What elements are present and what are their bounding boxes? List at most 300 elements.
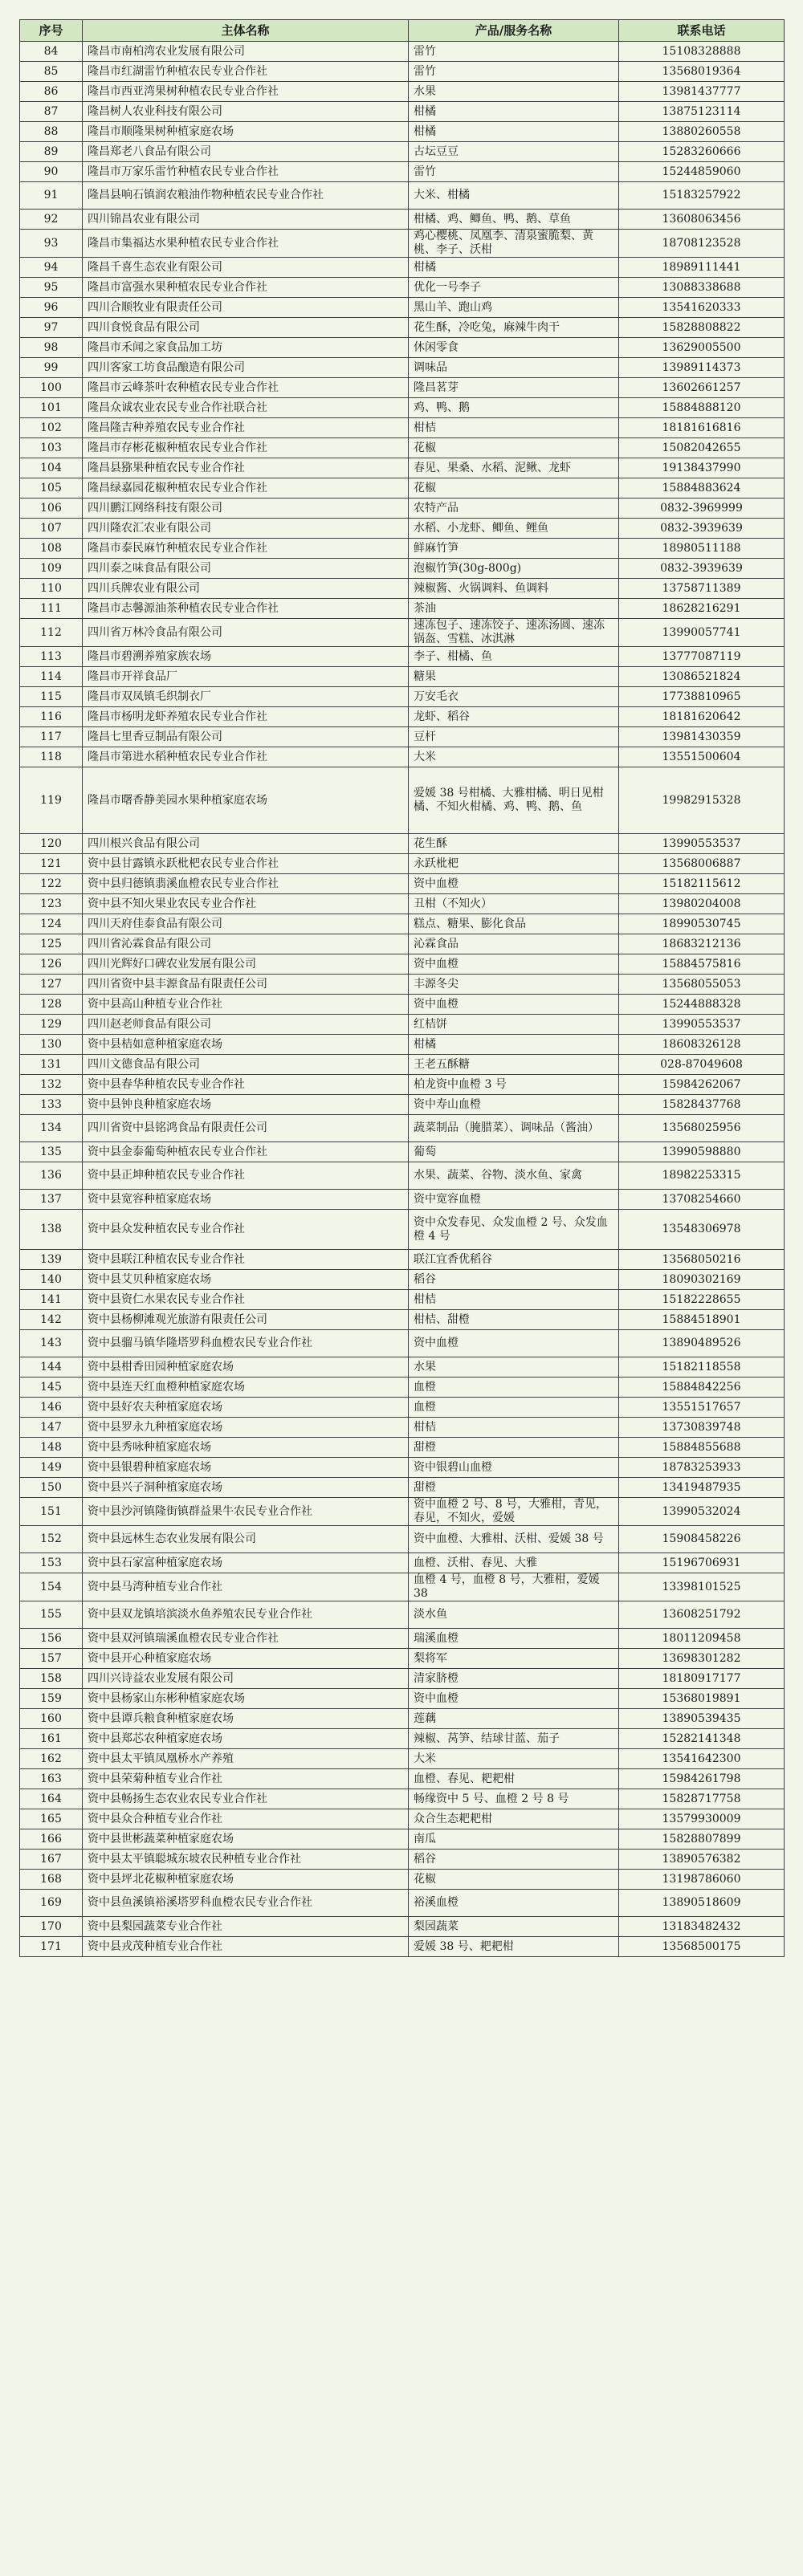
cell-entity-name: 资中县钟良种植家庭农场 bbox=[83, 1095, 409, 1115]
table-row bbox=[20, 102, 785, 122]
cell-phone: 13568019364 bbox=[619, 62, 785, 82]
cell-entity-name: 四川隆农汇农业有限公司 bbox=[83, 519, 409, 539]
cell-serial: 166 bbox=[20, 1829, 83, 1850]
cell-entity-name: 四川兴诗益农业发展有限公司 bbox=[83, 1669, 409, 1689]
cell-product: 资中血橙 bbox=[409, 954, 619, 975]
table-row bbox=[20, 1669, 785, 1689]
cell-phone: 15828808822 bbox=[619, 318, 785, 338]
cell-product: 畅缘资中 5 号、血橙 2 号 8 号 bbox=[409, 1789, 619, 1809]
cell-entity-name: 资中县杨家山东彬种植家庭农场 bbox=[83, 1689, 409, 1709]
table-row bbox=[20, 230, 785, 258]
cell-serial: 122 bbox=[20, 874, 83, 894]
cell-phone: 15244888328 bbox=[619, 995, 785, 1015]
cell-phone: 18990530745 bbox=[619, 914, 785, 934]
table-row bbox=[20, 62, 785, 82]
table-row bbox=[20, 1095, 785, 1115]
cell-entity-name: 隆昌市存彬花椒种植农民专业合作社 bbox=[83, 438, 409, 458]
table-row bbox=[20, 358, 785, 378]
cell-entity-name: 资中县鱼溪镇裕溪塔罗科血橙农民专业合作社 bbox=[83, 1890, 409, 1917]
cell-phone: 15182118558 bbox=[619, 1357, 785, 1378]
cell-serial: 167 bbox=[20, 1850, 83, 1870]
cell-product: 葡萄 bbox=[409, 1142, 619, 1162]
cell-serial: 114 bbox=[20, 667, 83, 687]
cell-serial: 98 bbox=[20, 338, 83, 358]
header-serial: 序号 bbox=[20, 20, 83, 42]
cell-product: 茶油 bbox=[409, 599, 619, 619]
cell-serial: 134 bbox=[20, 1115, 83, 1142]
cell-phone: 18180917177 bbox=[619, 1669, 785, 1689]
cell-serial: 160 bbox=[20, 1709, 83, 1729]
table-row bbox=[20, 1553, 785, 1573]
cell-serial: 89 bbox=[20, 142, 83, 162]
table-row bbox=[20, 210, 785, 230]
table-row bbox=[20, 1789, 785, 1809]
cell-serial: 138 bbox=[20, 1210, 83, 1250]
cell-entity-name: 资中县石家富种植家庭农场 bbox=[83, 1553, 409, 1573]
cell-serial: 155 bbox=[20, 1601, 83, 1629]
cell-serial: 135 bbox=[20, 1142, 83, 1162]
cell-phone: 13698301282 bbox=[619, 1649, 785, 1669]
cell-phone: 13579930009 bbox=[619, 1809, 785, 1829]
table-row bbox=[20, 478, 785, 499]
table-row bbox=[20, 1870, 785, 1890]
cell-entity-name: 资中县春华种植农民专业合作社 bbox=[83, 1075, 409, 1095]
table-row bbox=[20, 1310, 785, 1330]
table-row bbox=[20, 1210, 785, 1250]
cell-product: 豆杆 bbox=[409, 727, 619, 747]
cell-entity-name: 资中县杨柳滩观光旅游有限责任公司 bbox=[83, 1310, 409, 1330]
cell-phone: 18982253315 bbox=[619, 1162, 785, 1190]
cell-serial: 159 bbox=[20, 1689, 83, 1709]
table-row bbox=[20, 1526, 785, 1553]
cell-phone: 13890576382 bbox=[619, 1850, 785, 1870]
cell-serial: 147 bbox=[20, 1418, 83, 1438]
cell-serial: 129 bbox=[20, 1015, 83, 1035]
cell-product: 梨园蔬菜 bbox=[409, 1917, 619, 1937]
table-row bbox=[20, 1649, 785, 1669]
header-phone: 联系电话 bbox=[619, 20, 785, 42]
cell-entity-name: 隆昌千喜生态农业有限公司 bbox=[83, 258, 409, 278]
cell-product: 大米 bbox=[409, 1749, 619, 1769]
cell-serial: 132 bbox=[20, 1075, 83, 1095]
table-row bbox=[20, 1162, 785, 1190]
cell-entity-name: 资中县高山种植专业合作社 bbox=[83, 995, 409, 1015]
cell-product: 柏龙资中血橙 3 号 bbox=[409, 1075, 619, 1095]
table-row bbox=[20, 458, 785, 478]
cell-entity-name: 隆昌市南柏湾农业发展有限公司 bbox=[83, 42, 409, 62]
cell-product: 柑橘 bbox=[409, 122, 619, 142]
cell-serial: 119 bbox=[20, 767, 83, 834]
cell-product: 花生酥，冷吃兔，麻辣牛肉干 bbox=[409, 318, 619, 338]
cell-phone: 13708254660 bbox=[619, 1190, 785, 1210]
table-row bbox=[20, 1330, 785, 1357]
cell-entity-name: 资中县秀咏种植家庭农场 bbox=[83, 1438, 409, 1458]
cell-serial: 106 bbox=[20, 499, 83, 519]
cell-entity-name: 四川泰之味食品有限公司 bbox=[83, 559, 409, 579]
cell-serial: 118 bbox=[20, 747, 83, 767]
cell-serial: 152 bbox=[20, 1526, 83, 1553]
cell-entity-name: 隆昌市双凤镇毛织制衣厂 bbox=[83, 687, 409, 707]
cell-serial: 115 bbox=[20, 687, 83, 707]
cell-product: 裕溪血橙 bbox=[409, 1890, 619, 1917]
cell-serial: 121 bbox=[20, 854, 83, 874]
table-row bbox=[20, 1035, 785, 1055]
cell-serial: 103 bbox=[20, 438, 83, 458]
cell-product: 永跃枇杷 bbox=[409, 854, 619, 874]
cell-serial: 90 bbox=[20, 162, 83, 182]
cell-entity-name: 资中县金泰葡萄种植农民专业合作社 bbox=[83, 1142, 409, 1162]
cell-serial: 87 bbox=[20, 102, 83, 122]
table-row bbox=[20, 1749, 785, 1769]
cell-product: 柑橘 bbox=[409, 1035, 619, 1055]
table-row bbox=[20, 874, 785, 894]
cell-entity-name: 隆昌市第进水稻种植农民专业合作社 bbox=[83, 747, 409, 767]
cell-phone: 13990057741 bbox=[619, 619, 785, 647]
cell-phone: 18708123528 bbox=[619, 230, 785, 258]
cell-phone: 19138437990 bbox=[619, 458, 785, 478]
header-product: 产品/服务名称 bbox=[409, 20, 619, 42]
enterprise-table bbox=[19, 19, 785, 1957]
cell-product: 雷竹 bbox=[409, 62, 619, 82]
cell-serial: 108 bbox=[20, 539, 83, 559]
cell-phone: 15183257922 bbox=[619, 182, 785, 210]
cell-phone: 13568050216 bbox=[619, 1250, 785, 1270]
cell-product: 血橙 4 号，血橙 8 号，大雅柑，爱媛 38 bbox=[409, 1573, 619, 1601]
table-row bbox=[20, 278, 785, 298]
cell-entity-name: 资中县马湾种植专业合作社 bbox=[83, 1573, 409, 1601]
table-row bbox=[20, 82, 785, 102]
cell-entity-name: 四川光辉好口碑农业发展有限公司 bbox=[83, 954, 409, 975]
cell-product: 清家脐橙 bbox=[409, 1669, 619, 1689]
cell-phone: 18783253933 bbox=[619, 1458, 785, 1478]
cell-entity-name: 资中县桔如意种植家庭农场 bbox=[83, 1035, 409, 1055]
cell-entity-name: 隆昌市顺隆果树种植家庭农场 bbox=[83, 122, 409, 142]
cell-entity-name: 四川锦昌农业有限公司 bbox=[83, 210, 409, 230]
table-row bbox=[20, 1689, 785, 1709]
table-row bbox=[20, 298, 785, 318]
table-row bbox=[20, 398, 785, 418]
cell-phone: 18989111441 bbox=[619, 258, 785, 278]
cell-entity-name: 四川文德食品有限公司 bbox=[83, 1055, 409, 1075]
cell-product: 大米 bbox=[409, 747, 619, 767]
cell-product: 农特产品 bbox=[409, 499, 619, 519]
cell-product: 血橙 bbox=[409, 1378, 619, 1398]
cell-phone: 15244859060 bbox=[619, 162, 785, 182]
table-row bbox=[20, 687, 785, 707]
cell-phone: 13198786060 bbox=[619, 1870, 785, 1890]
cell-phone: 15182115612 bbox=[619, 874, 785, 894]
cell-phone: 13568006887 bbox=[619, 854, 785, 874]
cell-entity-name: 资中县戎茂种植专业合作社 bbox=[83, 1937, 409, 1957]
cell-serial: 101 bbox=[20, 398, 83, 418]
table-row bbox=[20, 1055, 785, 1075]
cell-phone: 15108328888 bbox=[619, 42, 785, 62]
cell-serial: 171 bbox=[20, 1937, 83, 1957]
table-row bbox=[20, 619, 785, 647]
table-row bbox=[20, 418, 785, 438]
cell-serial: 128 bbox=[20, 995, 83, 1015]
table-row bbox=[20, 1629, 785, 1649]
cell-phone: 15884888120 bbox=[619, 398, 785, 418]
cell-serial: 105 bbox=[20, 478, 83, 499]
cell-entity-name: 资中县世彬蔬菜种植家庭农场 bbox=[83, 1829, 409, 1850]
cell-serial: 137 bbox=[20, 1190, 83, 1210]
cell-serial: 91 bbox=[20, 182, 83, 210]
cell-product: 资中血橙 bbox=[409, 995, 619, 1015]
cell-phone: 18683212136 bbox=[619, 934, 785, 954]
cell-serial: 130 bbox=[20, 1035, 83, 1055]
table-row bbox=[20, 1937, 785, 1957]
cell-product: 联江宜香优稻谷 bbox=[409, 1250, 619, 1270]
cell-entity-name: 资中县正坤种植农民专业合作社 bbox=[83, 1162, 409, 1190]
cell-phone: 13183482432 bbox=[619, 1917, 785, 1937]
cell-serial: 165 bbox=[20, 1809, 83, 1829]
cell-entity-name: 资中县太平镇聪城东坡农民种植专业合作社 bbox=[83, 1850, 409, 1870]
cell-product: 甜橙 bbox=[409, 1478, 619, 1498]
cell-entity-name: 资中县连天红血橙种植家庭农场 bbox=[83, 1378, 409, 1398]
cell-entity-name: 四川兵牌农业有限公司 bbox=[83, 579, 409, 599]
table-row bbox=[20, 995, 785, 1015]
table-row bbox=[20, 1573, 785, 1601]
cell-phone: 15368019891 bbox=[619, 1689, 785, 1709]
cell-entity-name: 资中县梨园蔬菜专业合作社 bbox=[83, 1917, 409, 1937]
cell-entity-name: 资中县坪北花椒种植家庭农场 bbox=[83, 1870, 409, 1890]
cell-entity-name: 资中县归德镇翡溪血橙农民专业合作社 bbox=[83, 874, 409, 894]
cell-phone: 13398101525 bbox=[619, 1573, 785, 1601]
cell-entity-name: 隆昌市开祥食品厂 bbox=[83, 667, 409, 687]
cell-entity-name: 四川鹏江网络科技有限公司 bbox=[83, 499, 409, 519]
cell-phone: 15884855688 bbox=[619, 1438, 785, 1458]
table-row bbox=[20, 975, 785, 995]
table-row bbox=[20, 1142, 785, 1162]
cell-entity-name: 隆昌县响石镇润农粮油作物种植农民专业合作社 bbox=[83, 182, 409, 210]
cell-entity-name: 隆昌市红湖雷竹种植农民专业合作社 bbox=[83, 62, 409, 82]
table-row bbox=[20, 142, 785, 162]
cell-product: 鸡心樱桃、凤凰李、清泉蜜脆梨、黄桃、李子、沃柑 bbox=[409, 230, 619, 258]
cell-phone: 13541620333 bbox=[619, 298, 785, 318]
cell-entity-name: 四川赵老师食品有限公司 bbox=[83, 1015, 409, 1035]
cell-product: 泡椒竹笋(30g-800g) bbox=[409, 559, 619, 579]
cell-entity-name: 隆昌市禾闻之家食品加工坊 bbox=[83, 338, 409, 358]
cell-phone: 17738810965 bbox=[619, 687, 785, 707]
cell-entity-name: 隆昌七里香豆制品有限公司 bbox=[83, 727, 409, 747]
table-row bbox=[20, 1498, 785, 1526]
cell-serial: 85 bbox=[20, 62, 83, 82]
table-row bbox=[20, 894, 785, 914]
table-row bbox=[20, 1890, 785, 1917]
cell-product: 资中血橙 2 号、8 号，大雅柑，青见，春见，不知火，爱媛 bbox=[409, 1498, 619, 1526]
cell-phone: 13548306978 bbox=[619, 1210, 785, 1250]
cell-serial: 117 bbox=[20, 727, 83, 747]
cell-entity-name: 隆昌市曙香静美园水果种植家庭农场 bbox=[83, 767, 409, 834]
table-row bbox=[20, 1438, 785, 1458]
table-row bbox=[20, 1709, 785, 1729]
cell-entity-name: 资中县远林生态农业发展有限公司 bbox=[83, 1526, 409, 1553]
table-row bbox=[20, 1378, 785, 1398]
cell-entity-name: 四川省万林冷食品有限公司 bbox=[83, 619, 409, 647]
cell-product: 花椒 bbox=[409, 478, 619, 499]
cell-phone: 13088338688 bbox=[619, 278, 785, 298]
cell-phone: 15282141348 bbox=[619, 1729, 785, 1749]
cell-serial: 88 bbox=[20, 122, 83, 142]
cell-product: 水果、蔬菜、谷物、淡水鱼、家禽 bbox=[409, 1162, 619, 1190]
cell-entity-name: 资中县双龙镇培滨淡水鱼养殖农民专业合作社 bbox=[83, 1601, 409, 1629]
cell-serial: 146 bbox=[20, 1398, 83, 1418]
cell-entity-name: 隆昌隆吉种养殖农民专业合作社 bbox=[83, 418, 409, 438]
cell-serial: 100 bbox=[20, 378, 83, 398]
table-row bbox=[20, 1015, 785, 1035]
cell-product: 莲藕 bbox=[409, 1709, 619, 1729]
cell-serial: 96 bbox=[20, 298, 83, 318]
cell-phone: 13989114373 bbox=[619, 358, 785, 378]
cell-entity-name: 隆昌众诚农业农民专业合作社联合社 bbox=[83, 398, 409, 418]
cell-product: 资中寿山血橙 bbox=[409, 1095, 619, 1115]
cell-entity-name: 四川客家工坊食品酿造有限公司 bbox=[83, 358, 409, 378]
cell-product: 春见、果桑、水稻、泥鳅、龙虾 bbox=[409, 458, 619, 478]
cell-phone: 15196706931 bbox=[619, 1553, 785, 1573]
table-row bbox=[20, 1829, 785, 1850]
cell-entity-name: 资中县宽容种植家庭农场 bbox=[83, 1190, 409, 1210]
cell-phone: 13880260558 bbox=[619, 122, 785, 142]
cell-phone: 13602661257 bbox=[619, 378, 785, 398]
table-row bbox=[20, 747, 785, 767]
cell-serial: 169 bbox=[20, 1890, 83, 1917]
cell-entity-name: 资中县太平镇凤凰桥水产养殖 bbox=[83, 1749, 409, 1769]
cell-serial: 153 bbox=[20, 1553, 83, 1573]
cell-product: 古坛豆豆 bbox=[409, 142, 619, 162]
cell-serial: 84 bbox=[20, 42, 83, 62]
cell-product: 梨将军 bbox=[409, 1649, 619, 1669]
cell-phone: 18608326128 bbox=[619, 1035, 785, 1055]
cell-phone: 13890489526 bbox=[619, 1330, 785, 1357]
table-row bbox=[20, 934, 785, 954]
cell-product: 爱媛 38 号、耙耙柑 bbox=[409, 1937, 619, 1957]
cell-product: 南瓜 bbox=[409, 1829, 619, 1850]
table-row bbox=[20, 667, 785, 687]
cell-product: 水果 bbox=[409, 1357, 619, 1378]
cell-entity-name: 四川天府佳泰食品有限公司 bbox=[83, 914, 409, 934]
cell-entity-name: 四川合顺牧业有限责任公司 bbox=[83, 298, 409, 318]
cell-product: 资中银碧山血橙 bbox=[409, 1458, 619, 1478]
cell-phone: 15182228655 bbox=[619, 1290, 785, 1310]
cell-entity-name: 隆昌市云峰茶叶农种植农民专业合作社 bbox=[83, 378, 409, 398]
cell-phone: 15283260666 bbox=[619, 142, 785, 162]
cell-product: 辣椒、莴笋、结球甘蓝、茄子 bbox=[409, 1729, 619, 1749]
cell-phone: 0832-3969999 bbox=[619, 499, 785, 519]
cell-phone: 15884883624 bbox=[619, 478, 785, 499]
cell-product: 雷竹 bbox=[409, 42, 619, 62]
cell-phone: 13990553537 bbox=[619, 1015, 785, 1035]
cell-product: 淡水鱼 bbox=[409, 1601, 619, 1629]
cell-entity-name: 资中县众合种植专业合作社 bbox=[83, 1809, 409, 1829]
cell-phone: 13608063456 bbox=[619, 210, 785, 230]
cell-serial: 148 bbox=[20, 1438, 83, 1458]
cell-serial: 131 bbox=[20, 1055, 83, 1075]
cell-entity-name: 资中县双河镇瑞溪血橙农民专业合作社 bbox=[83, 1629, 409, 1649]
cell-phone: 0832-3939639 bbox=[619, 559, 785, 579]
cell-product: 甜橙 bbox=[409, 1438, 619, 1458]
cell-phone: 13568025956 bbox=[619, 1115, 785, 1142]
table-row bbox=[20, 1478, 785, 1498]
cell-product: 众合生态耙耙柑 bbox=[409, 1809, 619, 1829]
cell-phone: 15828437768 bbox=[619, 1095, 785, 1115]
cell-phone: 15908458226 bbox=[619, 1526, 785, 1553]
cell-serial: 95 bbox=[20, 278, 83, 298]
table-row bbox=[20, 519, 785, 539]
cell-serial: 139 bbox=[20, 1250, 83, 1270]
cell-serial: 102 bbox=[20, 418, 83, 438]
table-row bbox=[20, 559, 785, 579]
table-header-row bbox=[20, 20, 785, 42]
table-row bbox=[20, 182, 785, 210]
cell-serial: 156 bbox=[20, 1629, 83, 1649]
table-row bbox=[20, 378, 785, 398]
table-row bbox=[20, 1418, 785, 1438]
cell-entity-name: 资中县柑香田园种植家庭农场 bbox=[83, 1357, 409, 1378]
cell-serial: 168 bbox=[20, 1870, 83, 1890]
cell-phone: 18980511188 bbox=[619, 539, 785, 559]
cell-serial: 109 bbox=[20, 559, 83, 579]
cell-entity-name: 隆昌市泰民麻竹种植农民专业合作社 bbox=[83, 539, 409, 559]
cell-phone: 13980204008 bbox=[619, 894, 785, 914]
cell-entity-name: 资中县好农夫种植家庭农场 bbox=[83, 1398, 409, 1418]
table-row bbox=[20, 767, 785, 834]
cell-serial: 143 bbox=[20, 1330, 83, 1357]
cell-product: 资中血橙 bbox=[409, 1689, 619, 1709]
cell-phone: 13758711389 bbox=[619, 579, 785, 599]
cell-entity-name: 四川根兴食品有限公司 bbox=[83, 834, 409, 854]
table-row bbox=[20, 1850, 785, 1870]
table-row bbox=[20, 162, 785, 182]
cell-product: 丰源冬尖 bbox=[409, 975, 619, 995]
cell-serial: 133 bbox=[20, 1095, 83, 1115]
cell-product: 资中宽容血橙 bbox=[409, 1190, 619, 1210]
cell-phone: 13981437777 bbox=[619, 82, 785, 102]
table-row bbox=[20, 1250, 785, 1270]
cell-serial: 112 bbox=[20, 619, 83, 647]
cell-product: 鸡、鸭、鹅 bbox=[409, 398, 619, 418]
cell-phone: 19982915328 bbox=[619, 767, 785, 834]
cell-product: 柑橘 bbox=[409, 258, 619, 278]
cell-product: 爱媛 38 号柑橘、大雅柑橘、明日见柑橘、不知火柑橘、鸡、鸭、鹅、鱼 bbox=[409, 767, 619, 834]
cell-product: 速冻包子、速冻饺子、速冻汤圆、速冻锅盔、雪糕、冰淇淋 bbox=[409, 619, 619, 647]
cell-serial: 145 bbox=[20, 1378, 83, 1398]
cell-phone: 13890539435 bbox=[619, 1709, 785, 1729]
cell-product: 万安毛衣 bbox=[409, 687, 619, 707]
cell-entity-name: 资中县沙河镇隆街镇群益果牛农民专业合作社 bbox=[83, 1498, 409, 1526]
cell-entity-name: 资中县联江种植农民专业合作社 bbox=[83, 1250, 409, 1270]
table-row bbox=[20, 1809, 785, 1829]
cell-phone: 13551500604 bbox=[619, 747, 785, 767]
cell-serial: 164 bbox=[20, 1789, 83, 1809]
cell-phone: 0832-3939639 bbox=[619, 519, 785, 539]
cell-phone: 13419487935 bbox=[619, 1478, 785, 1498]
cell-product: 黑山羊、跑山鸡 bbox=[409, 298, 619, 318]
cell-product: 血橙 bbox=[409, 1398, 619, 1418]
cell-phone: 13551517657 bbox=[619, 1398, 785, 1418]
cell-phone: 13086521824 bbox=[619, 667, 785, 687]
cell-phone: 13990532024 bbox=[619, 1498, 785, 1526]
cell-product: 资中众发春见、众发血橙 2 号、众发血橙 4 号 bbox=[409, 1210, 619, 1250]
table-row bbox=[20, 438, 785, 458]
table-row bbox=[20, 914, 785, 934]
cell-serial: 97 bbox=[20, 318, 83, 338]
cell-product: 大米、柑橘 bbox=[409, 182, 619, 210]
cell-product: 柑桔、甜橙 bbox=[409, 1310, 619, 1330]
cell-product: 血橙、春见、耙耙柑 bbox=[409, 1769, 619, 1789]
table-row bbox=[20, 539, 785, 559]
cell-product: 花椒 bbox=[409, 1870, 619, 1890]
